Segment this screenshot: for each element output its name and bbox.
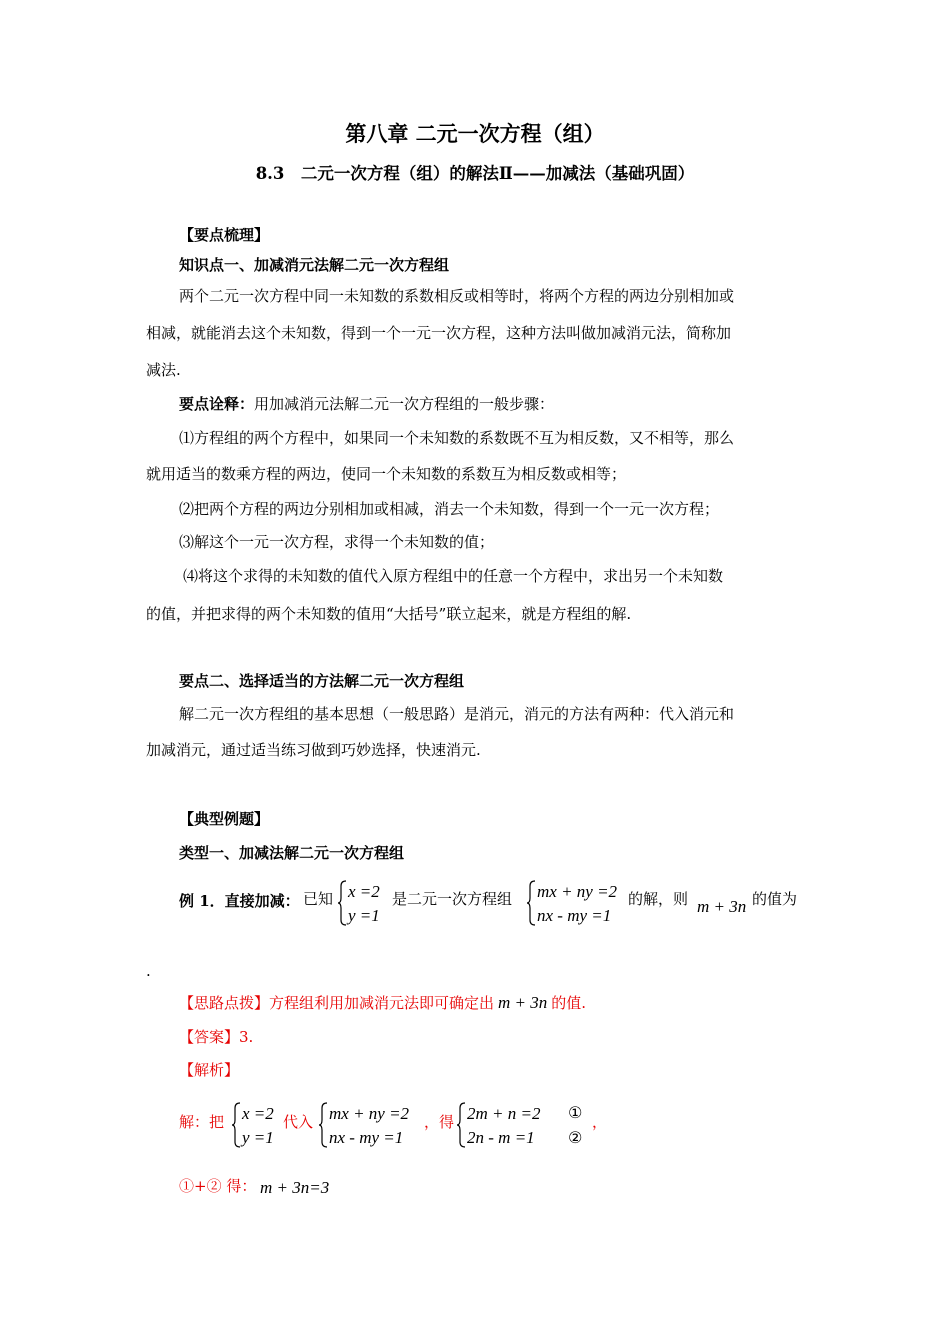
left-brace-icon — [456, 1102, 466, 1148]
step4-line1: ⑷将这个求得的未知数的值代入原方程组中的任意一个方程中，求出另一个未知数 — [183, 567, 724, 585]
example1-text-a: 已知 — [303, 890, 334, 908]
hint-label: 【思路点拨】 — [179, 994, 270, 1012]
hint-line — [179, 984, 586, 1022]
key-points-heading: 【要点梳理】 — [179, 226, 270, 244]
analysis-sol-eq1: x =2 — [242, 1104, 274, 1123]
derived-system — [456, 1102, 596, 1152]
step2: ⑵把两个方程的两边分别相加或相减，消去一个未知数，得到一个一元一次方程； — [179, 500, 720, 518]
left-brace-icon — [231, 1102, 241, 1148]
analysis-given-eq1: mx + ny =2 — [329, 1104, 410, 1123]
chapter-title: 第八章 二元一次方程（组） — [345, 121, 605, 146]
type1-title: 类型一、加减法解二元一次方程组 — [179, 844, 405, 862]
analysis-sol-eq2: y =1 — [242, 1128, 274, 1147]
hint-text: 方程组利用加减消元法即可确定出 — [269, 994, 495, 1012]
hint-tail: 的值. — [551, 994, 587, 1012]
point1-title: 知识点一、加减消元法解二元一次方程组 — [179, 256, 450, 274]
example1-text-c: 的解，则 — [628, 890, 689, 908]
answer-label: 【答案】 — [179, 1028, 240, 1046]
example1-trailing: . — [146, 962, 151, 980]
point1-para-line3: 减法. — [146, 361, 181, 379]
derived-eq2: 2n - m =1 — [467, 1128, 535, 1147]
analysis-label: 【解析】 — [179, 1061, 240, 1079]
note-text: 用加减消元法解二元一次方程组的一般步骤： — [254, 395, 555, 413]
step3: ⑶解这个一元一次方程，求得一个未知数的值； — [179, 533, 495, 551]
point2-para-line1: 解二元一次方程组的基本思想（一般思路）是消元，消元的方法有两种：代入消元和 — [179, 705, 735, 723]
left-brace-icon — [337, 880, 347, 926]
marker-one: ① — [568, 1103, 583, 1122]
given-eq1: mx + ny =2 — [537, 882, 618, 901]
hint-expr: m + 3n — [498, 993, 548, 1012]
left-brace-icon — [318, 1102, 328, 1148]
example1-text-d: 的值为 — [752, 890, 798, 908]
point1-para-line1: 两个二元一次方程中同一未知数的系数相反或相等时，将两个方程的两边分别相加或 — [179, 287, 735, 305]
point2-title: 要点二、选择适当的方法解二元一次方程组 — [179, 672, 465, 690]
step1-line1: ⑴方程组的两个方程中，如果同一个未知数的系数既不互为相反数，又不相等，那么 — [179, 429, 735, 447]
analysis-given-system — [318, 1102, 422, 1152]
marker-two: ② — [568, 1128, 583, 1147]
analysis-given-eq2: nx - my =1 — [329, 1128, 404, 1147]
given-system — [526, 880, 630, 930]
answer-line — [179, 1019, 253, 1056]
analysis-last-expr: m + 3n=3 — [260, 1178, 330, 1197]
example1-label: 例 1．直接加减： — [179, 892, 300, 910]
analysis-then: ，得 — [424, 1113, 455, 1131]
example1-expr: m + 3n — [697, 897, 747, 916]
analysis-last-label: ①+② 得： — [179, 1177, 257, 1195]
derived-eq1: 2m + n =2 — [467, 1104, 541, 1123]
solution-eq2: y =1 — [348, 906, 380, 925]
left-brace-icon — [526, 880, 536, 926]
step1-line2: 就用适当的数乘方程的两边，使同一个未知数的系数互为相反数或相等； — [146, 465, 627, 483]
analysis-prefix: 解：把 — [179, 1113, 225, 1131]
examples-heading: 【典型例题】 — [179, 810, 270, 828]
note-label: 要点诠释： — [179, 395, 255, 413]
section-title: 8.3 二元一次方程（组）的解法Ⅱ——加减法（基础巩固） — [255, 164, 695, 183]
answer-value: 3. — [239, 1028, 254, 1046]
point1-para-line2: 相减，就能消去这个未知数，得到一个一元一次方程，这种方法叫做加减消元法，简称加 — [146, 324, 732, 342]
solution-eq1: x =2 — [348, 882, 380, 901]
step4-line2: 的值，并把求得的两个未知数的值用“大括号”联立起来，就是方程组的解. — [146, 605, 632, 623]
analysis-sub: 代入 — [283, 1113, 314, 1131]
note-line — [179, 386, 554, 423]
example1-text-b: 是二元一次方程组 — [392, 890, 513, 908]
solution-system — [337, 880, 393, 930]
analysis-comma: ， — [592, 1113, 608, 1131]
analysis-solution-system — [231, 1102, 283, 1152]
point2-para-line2: 加减消元，通过适当练习做到巧妙选择，快速消元. — [146, 741, 481, 759]
given-eq2: nx - my =1 — [537, 906, 612, 925]
